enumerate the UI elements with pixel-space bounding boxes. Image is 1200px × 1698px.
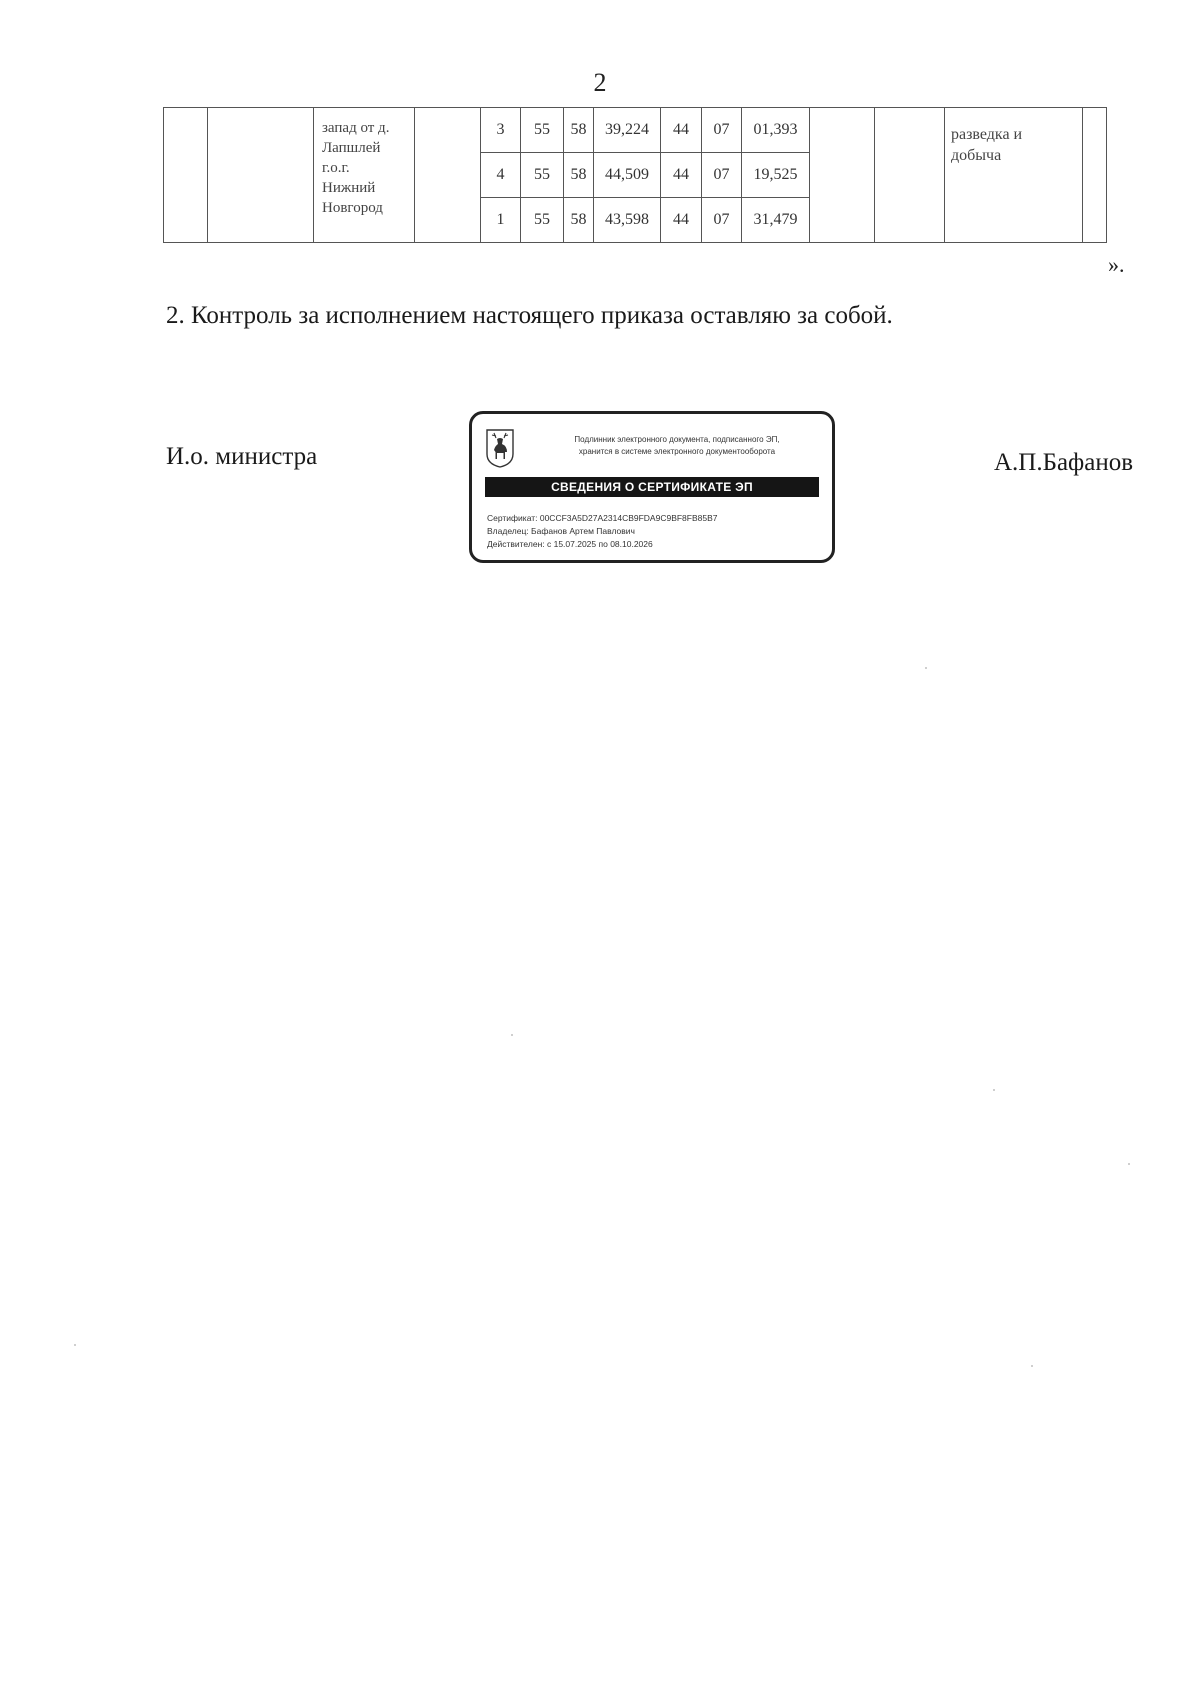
purpose-cell bbox=[945, 108, 1083, 243]
stamp-banner: СВЕДЕНИЯ О СЕРТИФИКАТЕ ЭП bbox=[485, 477, 819, 497]
latitude-degrees: 55 bbox=[521, 198, 564, 243]
deer-emblem-icon bbox=[485, 428, 515, 468]
latitude-seconds: 44,509 bbox=[594, 153, 661, 198]
latitude-seconds: 43,598 bbox=[594, 198, 661, 243]
control-clause: 2. Контроль за исполнением настоящего приказа оставляю за собой. bbox=[166, 302, 893, 329]
page-number: 2 bbox=[593, 68, 607, 97]
longitude-minutes: 07 bbox=[702, 153, 742, 198]
table-cell-empty bbox=[415, 108, 481, 243]
latitude-degrees: 55 bbox=[521, 108, 564, 153]
longitude-seconds: 19,525 bbox=[742, 153, 810, 198]
coordinates-table bbox=[163, 107, 1107, 243]
scan-speck bbox=[925, 667, 927, 669]
longitude-degrees: 44 bbox=[661, 153, 702, 198]
longitude-degrees: 44 bbox=[661, 198, 702, 243]
stamp-intro-line: хранится в системе электронного документооборота bbox=[578, 447, 776, 456]
point-number: 4 bbox=[481, 153, 521, 198]
location-cell bbox=[314, 108, 415, 243]
scan-speck bbox=[511, 1034, 513, 1036]
purpose-line: разведка и bbox=[951, 126, 1023, 143]
longitude-seconds: 01,393 bbox=[742, 108, 810, 153]
electronic-signature-stamp bbox=[469, 411, 835, 563]
latitude-minutes: 58 bbox=[564, 153, 594, 198]
longitude-minutes: 07 bbox=[702, 198, 742, 243]
location-line: г.о.г. bbox=[322, 160, 350, 176]
scan-speck bbox=[1031, 1365, 1033, 1367]
location-line: Нижний bbox=[322, 180, 376, 196]
table-cell-empty bbox=[810, 108, 875, 243]
location-line: запад от д. bbox=[322, 120, 390, 136]
table-cell-empty bbox=[1083, 108, 1107, 243]
latitude-seconds: 39,224 bbox=[594, 108, 661, 153]
stamp-intro bbox=[532, 434, 822, 458]
latitude-minutes: 58 bbox=[564, 108, 594, 153]
table-cell-empty bbox=[875, 108, 945, 243]
table-cell-empty bbox=[164, 108, 208, 243]
location-line: Лапшлей bbox=[322, 140, 381, 156]
certificate-validity: Действителен: с 15.07.2025 по 08.10.2026 bbox=[487, 539, 653, 549]
table-row bbox=[164, 108, 1107, 153]
point-number: 3 bbox=[481, 108, 521, 153]
scan-speck bbox=[74, 1344, 76, 1346]
latitude-degrees: 55 bbox=[521, 153, 564, 198]
stamp-intro-line: Подлинник электронного документа, подписанного ЭП, bbox=[574, 435, 780, 444]
signatory-role: И.о. министра bbox=[166, 443, 318, 470]
purpose-line: добыча bbox=[951, 147, 1002, 164]
longitude-degrees: 44 bbox=[661, 108, 702, 153]
table-cell-empty bbox=[208, 108, 314, 243]
certificate-number: Сертификат: 00CCF3A5D27A2314CB9FDA9C9BF8FB85B7 bbox=[487, 513, 718, 523]
latitude-minutes: 58 bbox=[564, 198, 594, 243]
scan-speck bbox=[1128, 1163, 1130, 1165]
stamp-details bbox=[487, 512, 718, 551]
point-number: 1 bbox=[481, 198, 521, 243]
longitude-seconds: 31,479 bbox=[742, 198, 810, 243]
location-line: Новгород bbox=[322, 200, 383, 216]
closing-quote: ». bbox=[1108, 252, 1125, 277]
certificate-owner: Владелец: Бафанов Артем Павлович bbox=[487, 526, 635, 536]
signatory-name: А.П.Бафанов bbox=[994, 449, 1134, 476]
scan-speck bbox=[993, 1089, 995, 1091]
longitude-minutes: 07 bbox=[702, 108, 742, 153]
